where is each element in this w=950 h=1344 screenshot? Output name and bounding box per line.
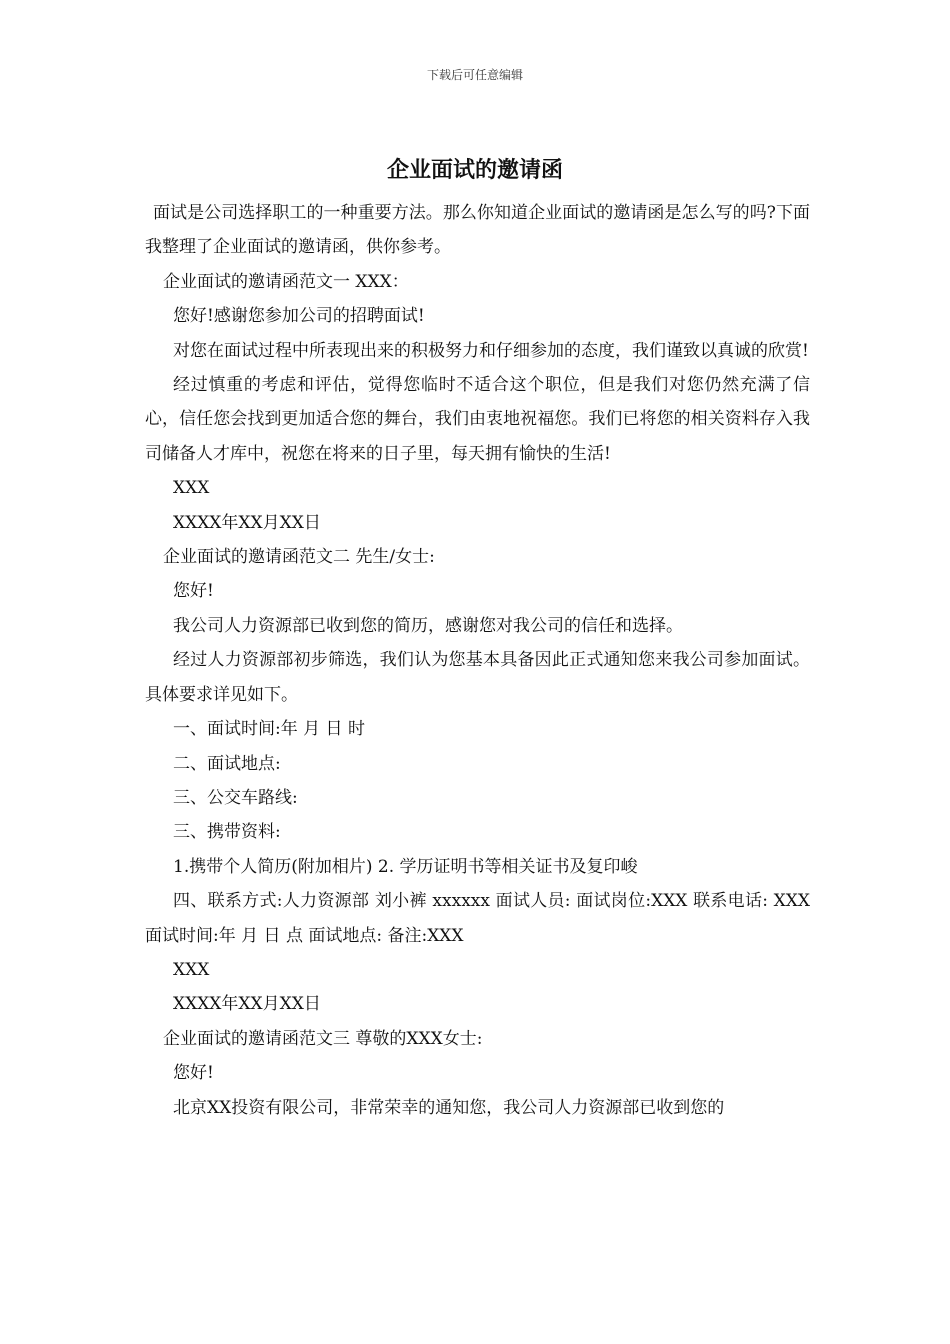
body-paragraph: 经过人力资源部初步筛选，我们认为您基本具备因此正式通知您来我公司参加面试。具体要求详见如下。 [145,650,810,705]
page-header-note: 下载后可任意编辑 [426,68,523,82]
greeting-paragraph: 您好! [173,1063,214,1084]
list-item: 1.携带个人简历(附加相片) 2. 学历证明书等相关证书及复印峻 [173,856,638,877]
list-item: 三、公交车路线: [173,787,298,808]
body-paragraph: 北京XX投资有限公司，非常荣幸的通知您，我公司人力资源部已收到您的 [173,1097,725,1118]
signature-date: XXXX年XX月XX日 [173,994,321,1015]
signature-name: XXX [173,478,210,499]
list-item: 三、携带资料: [173,822,281,843]
document-title: 企业面试的邀请函 [386,158,563,183]
document-body [145,196,810,1125]
signature-name: XXX [173,959,210,980]
list-item: 一、面试时间:年 月 日 时 [173,719,365,740]
sample-two-heading: 企业面试的邀请函范文二 先生/女士: [163,547,435,568]
greeting-paragraph: 您好! [173,581,214,602]
list-item: 二、面试地点: [173,753,281,774]
signature-date: XXXX年XX月XX日 [173,512,321,533]
list-item: 四、联系方式:人力资源部 刘小裤 xxxxxx 面试人员: 面试岗位:XXX 联系电话: XXX面试时间:年 月 日 点 面试地点: 备注:XXX [145,891,810,946]
sample-one-heading: 企业面试的邀请函范文一 XXX： [163,271,409,292]
body-paragraph: 我公司人力资源部已收到您的简历，感谢您对我公司的信任和选择。 [173,615,683,636]
body-paragraph: 经过慎重的考虑和评估，觉得您临时不适合这个职位，但是我们对您仍然充满了信心，信任您会找到更加适合您的舞台，我们由衷地祝福您。我们已将您的相关资料存入我司储备人才库中，祝您在将来的日子里，每天拥有愉快的生活! [145,375,810,464]
intro-paragraph: 面试是公司选择职工的一种重要方法。那么你知道企业面试的邀请函是怎么写的吗?下面我整理了企业面试的邀请函，供你参考。 [145,203,810,258]
sample-three-heading: 企业面试的邀请函范文三 尊敬的XXX女士: [163,1028,483,1049]
greeting-paragraph: 您好!感谢您参加公司的招聘面试! [173,306,425,327]
body-paragraph: 对您在面试过程中所表现出来的积极努力和仔细参加的态度，我们谨致以真诚的欣赏! [173,340,809,361]
